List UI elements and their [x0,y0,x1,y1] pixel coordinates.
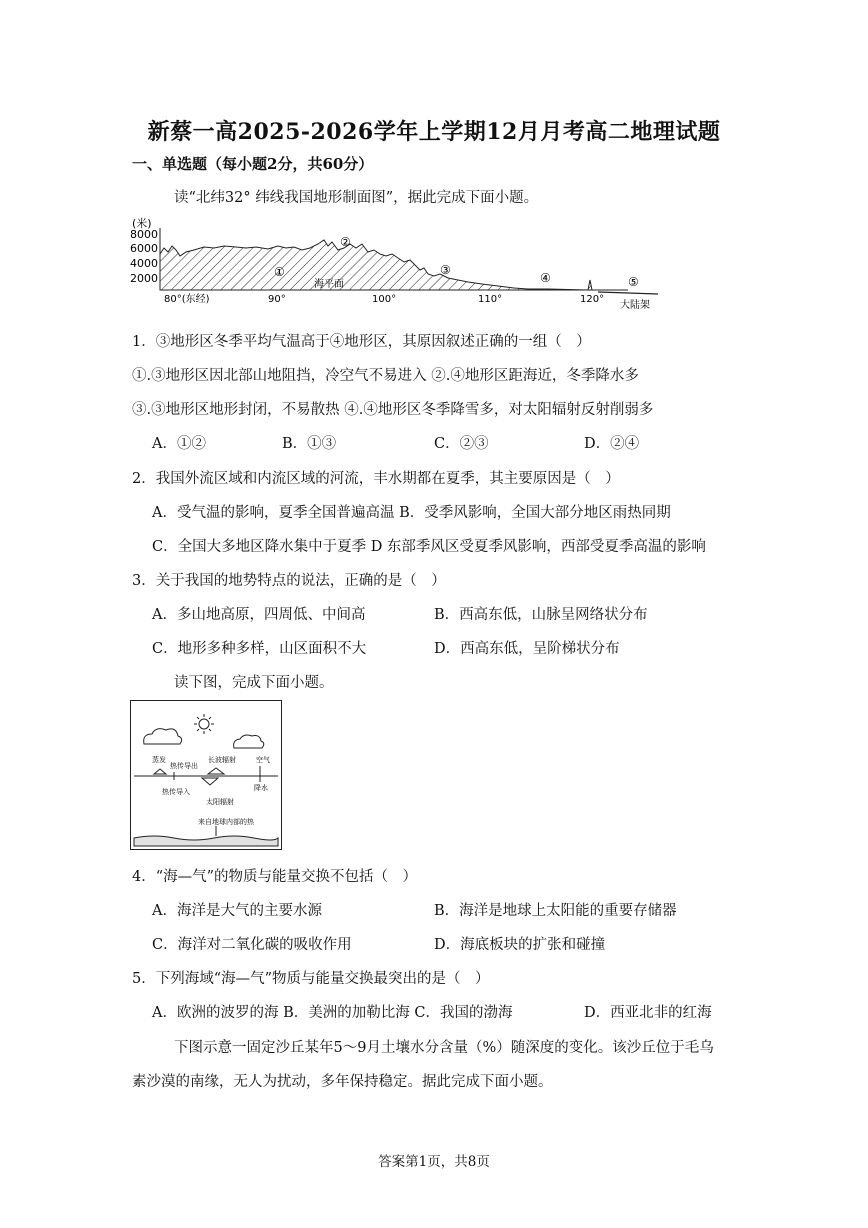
q3-option-d[interactable]: D．西高东低，呈阶梯状分布 [434,641,620,657]
shelf-label: 大陆架 [620,300,650,311]
q4-stem: 4．“海—气”的物质与能量交换不包括（ ） [132,869,418,885]
q1-option-d[interactable]: D．②④ [584,436,640,452]
profile-xtick: 120° [580,294,605,305]
intro-text-2: 读下图，完成下面小题。 [174,675,334,691]
profile-xtick: 90° [268,294,286,305]
q3-option-b[interactable]: B．西高东低，山脉呈网络状分布 [434,607,648,623]
q4-option-c[interactable]: C．海洋对二氧化碳的吸收作用 [152,937,352,953]
q3-option-c[interactable]: C．地形多种多样，山区面积不大 [152,641,367,657]
q2-options-cd[interactable]: C．全国大多地区降水集中于夏季 D 东部季风区受夏季风影响，西部受夏季高温的影响 [152,539,706,555]
shelf-line [598,292,658,294]
terrain-profile-figure [128,214,668,312]
q4-option-a[interactable]: A．海洋是大气的主要水源 [152,903,322,919]
section-heading: 一、单选题（每小题2分，共60分） [132,155,374,173]
page-footer: 答案第1页，共8页 [378,1154,490,1170]
label-heat-out: 热传导出 [170,762,198,770]
q3-option-a[interactable]: A．多山地高原，四周低、中间高 [152,607,366,623]
q4-option-b[interactable]: B．海洋是地球上太阳能的重要存储器 [434,903,677,919]
region-label-5: ⑤ [628,275,639,289]
q5-option-d[interactable]: D．西亚北非的红海 [584,1005,712,1021]
profile-ytick: 4000 [130,257,158,270]
region-label-1: ① [274,265,285,279]
profile-xtick: 100° [372,294,397,305]
label-precipitation: 降水 [254,784,268,792]
air-sea-diagram [130,700,282,850]
intro-text-3: 下图示意一固定沙丘某年5～9月土壤水分含量（%）随深度的变化。该沙丘位于毛乌 [174,1040,714,1056]
label-inner-heat: 来自地球内部的热 [198,818,254,826]
profile-ytick: 6000 [130,242,158,255]
profile-xtick: 80°(东经) [164,294,210,305]
label-evaporation: 蒸发 [152,756,166,764]
profile-unit: (米) [132,217,152,230]
terrain-profile [160,240,592,290]
sea-level-label: 海平面 [314,279,344,290]
q1-option-b[interactable]: B．①③ [282,436,337,452]
intro-text-1: 读“北纬32° 纬线我国地形制面图”，据此完成下面小题。 [174,190,539,206]
page-title: 新蔡一高2025-2026学年上学期12月月考高二地理试题 [147,119,721,145]
q4-option-d[interactable]: D．海底板块的扩张和碰撞 [434,937,606,953]
q5-options-abc[interactable]: A．欧洲的波罗的海 B．美洲的加勒比海 C．我国的渤海 [152,1005,513,1021]
q1-statement-2: ③.③地形区地形封闭，不易散热 ④.④地形区冬季降雪多，对太阳辐射反射削弱多 [132,402,654,418]
label-solar: 太阳辐射 [206,798,234,806]
label-air: 空气 [256,756,270,764]
label-heat-in: 热传导入 [162,788,190,796]
q1-option-c[interactable]: C．②③ [434,436,489,452]
q1-statement-1: ①.③地形区因北部山地阻挡，冷空气不易进入 ②.④地形区距海近，冬季降水多 [132,368,639,384]
q1-option-a[interactable]: A．①② [152,436,206,452]
profile-ytick: 2000 [130,272,158,285]
profile-ytick: 8000 [130,228,158,241]
q2-options-ab[interactable]: A．受气温的影响，夏季全国普遍高温 B．受季风影响，全国大部分地区雨热同期 [152,505,671,521]
q5-stem: 5．下列海域“海—气”物质与能量交换最突出的是（ ） [132,971,490,987]
region-label-3: ③ [440,263,451,277]
q2-stem: 2．我国外流区域和内流区域的河流，丰水期都在夏季，其主要原因是（ ） [132,471,620,487]
region-label-4: ④ [540,271,551,285]
q1-stem: 1．③地形区冬季平均气温高于④地形区，其原因叙述正确的一组（ ） [132,334,591,350]
profile-xtick: 110° [478,294,503,305]
label-longwave: 长波辐射 [208,756,236,764]
q3-stem: 3．关于我国的地势特点的说法，正确的是（ ） [132,573,446,589]
intro-text-3-cont: 素沙漠的南缘，无人为扰动，多年保持稳定。据此完成下面小题。 [132,1074,553,1090]
region-label-2: ② [340,235,351,249]
